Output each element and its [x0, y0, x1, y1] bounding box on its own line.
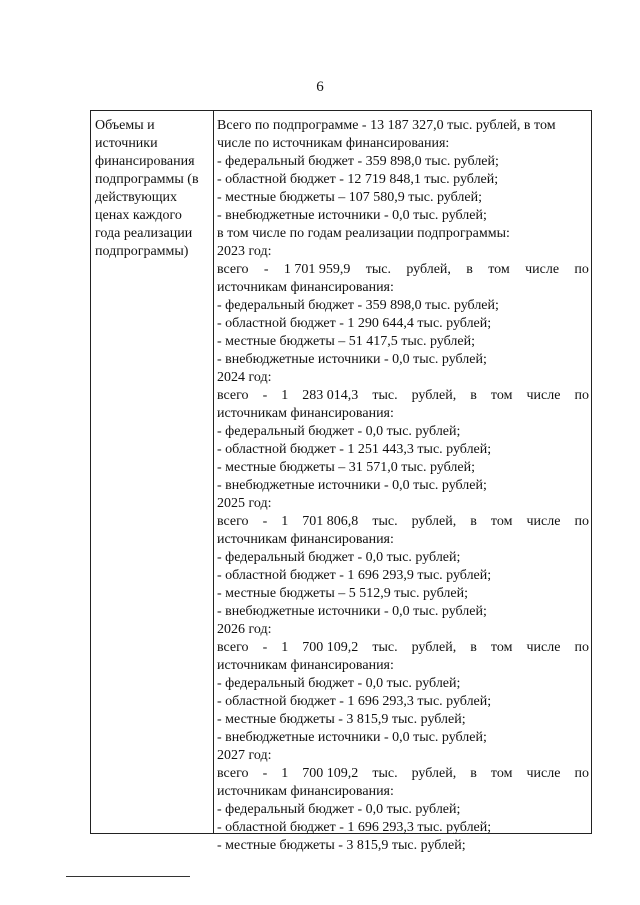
- year-total-word: числе: [526, 766, 561, 781]
- year-total-word: тыс.: [372, 514, 398, 529]
- year-total-line: [217, 765, 589, 783]
- funding-source-item: - внебюджетные источники - 0,0 тыс. рублей;: [217, 604, 487, 619]
- year-total-line: [217, 261, 589, 279]
- funding-source-item: - федеральный бюджет - 0,0 тыс. рублей;: [217, 550, 461, 565]
- summary-line: Всего по подпрограмме - 13 187 327,0 тыс. рублей, в том: [217, 118, 556, 133]
- year-total-word: 1: [281, 766, 289, 781]
- year-total-word: по: [574, 514, 589, 529]
- year-heading: 2027 год:: [217, 748, 272, 763]
- funding-source-item: - областной бюджет - 1 696 293,9 тыс. рублей;: [217, 568, 492, 583]
- funding-source-item: - областной бюджет - 1 290 644,4 тыс. рублей;: [217, 316, 492, 331]
- year-total-word: всего: [217, 640, 249, 655]
- parameter-name-line: Объемы и: [95, 118, 155, 133]
- funding-source-item: - федеральный бюджет - 359 898,0 тыс. рублей;: [217, 298, 499, 313]
- funding-table: [90, 110, 592, 853]
- year-total-word: всего: [217, 514, 249, 529]
- year-total-line: [217, 513, 589, 531]
- summary-item: - федеральный бюджет - 359 898,0 тыс. рублей;: [217, 154, 499, 169]
- year-total-word: тыс.: [372, 766, 398, 781]
- year-heading: 2024 год:: [217, 370, 272, 385]
- funding-source-item: - областной бюджет - 1 251 443,3 тыс. рублей;: [217, 442, 492, 457]
- year-total-word: в: [470, 766, 477, 781]
- year-total-word: по: [574, 388, 589, 403]
- year-total-continuation: источникам финансирования:: [217, 532, 394, 547]
- year-total-word: по: [574, 262, 589, 277]
- summary-item: - местные бюджеты – 107 580,9 тыс. рублей;: [217, 190, 482, 205]
- year-total-word: -: [262, 640, 268, 655]
- year-total-word: числе: [525, 262, 560, 277]
- year-total-word: -: [263, 262, 269, 277]
- footnote-rule: [66, 876, 190, 877]
- year-total-word: всего: [217, 766, 249, 781]
- year-total-word: по: [574, 640, 589, 655]
- years-section: [217, 243, 589, 855]
- funding-source-item: - внебюджетные источники - 0,0 тыс. рублей;: [217, 730, 487, 745]
- funding-source-item: - областной бюджет - 1 696 293,3 тыс. рублей;: [217, 820, 492, 835]
- year-total-word: 1: [281, 388, 289, 403]
- column-divider: [213, 111, 214, 833]
- year-total-word: том: [490, 640, 513, 655]
- year-total-word: 283 014,3: [302, 388, 359, 403]
- summary-line: в том числе по годам реализации подпрограммы:: [217, 226, 510, 241]
- funding-source-item: - федеральный бюджет - 0,0 тыс. рублей;: [217, 424, 461, 439]
- year-total-word: том: [488, 262, 510, 277]
- year-total-word: рублей,: [411, 640, 457, 655]
- funding-source-item: - местные бюджеты – 5 512,9 тыс. рублей;: [217, 586, 468, 601]
- funding-details-cell: [217, 117, 589, 855]
- year-total-word: 700 109,2: [302, 766, 359, 781]
- year-total-word: тыс.: [365, 262, 391, 277]
- page-number: 6: [316, 79, 324, 95]
- parameter-name-line: финансирования: [95, 154, 195, 169]
- year-total-word: всего: [217, 262, 249, 277]
- year-total-continuation: источникам финансирования:: [217, 658, 394, 673]
- year-total-word: рублей,: [406, 262, 451, 277]
- year-total-continuation: источникам финансирования:: [217, 784, 394, 799]
- year-total-word: числе: [526, 514, 561, 529]
- year-total-line: [217, 639, 589, 657]
- year-total-word: числе: [526, 388, 561, 403]
- parameter-name-line: года реализации: [95, 226, 193, 241]
- year-total-word: всего: [217, 388, 249, 403]
- year-total-word: тыс.: [372, 388, 398, 403]
- year-total-word: том: [490, 766, 513, 781]
- funding-source-item: - местные бюджеты – 31 571,0 тыс. рублей;: [217, 460, 475, 475]
- year-total-word: 1: [281, 640, 289, 655]
- year-total-word: по: [574, 766, 589, 781]
- parameter-name-line: источники: [95, 136, 158, 151]
- funding-source-item: - областной бюджет - 1 696 293,3 тыс. рублей;: [217, 694, 492, 709]
- funding-source-item: - внебюджетные источники - 0,0 тыс. рублей;: [217, 478, 487, 493]
- year-heading: 2025 год:: [217, 496, 272, 511]
- parameter-name-cell: [95, 117, 211, 261]
- funding-source-item: - местные бюджеты - 3 815,9 тыс. рублей;: [217, 838, 466, 853]
- year-total-word: в: [470, 514, 477, 529]
- funding-source-item: - местные бюджеты – 51 417,5 тыс. рублей;: [217, 334, 475, 349]
- parameter-name-line: подпрограммы (в: [95, 172, 199, 187]
- year-total-line: [217, 387, 589, 405]
- year-heading: 2026 год:: [217, 622, 272, 637]
- summary-item: - областной бюджет - 12 719 848,1 тыс. рублей;: [217, 172, 499, 187]
- year-total-word: том: [490, 514, 513, 529]
- year-total-word: числе: [526, 640, 561, 655]
- year-total-word: тыс.: [372, 640, 398, 655]
- year-total-word: -: [262, 514, 268, 529]
- funding-source-item: - внебюджетные источники - 0,0 тыс. рублей;: [217, 352, 487, 367]
- year-total-word: 1 701 959,9: [283, 262, 351, 277]
- year-heading: 2023 год:: [217, 244, 272, 259]
- summary-line: числе по источникам финансирования:: [217, 136, 450, 151]
- year-total-continuation: источникам финансирования:: [217, 406, 394, 421]
- funding-source-item: - федеральный бюджет - 0,0 тыс. рублей;: [217, 676, 461, 691]
- year-total-word: -: [262, 766, 268, 781]
- year-total-word: том: [490, 388, 513, 403]
- year-total-word: рублей,: [411, 388, 457, 403]
- year-total-word: рублей,: [411, 766, 457, 781]
- parameter-name-line: действующих: [95, 190, 178, 205]
- year-total-word: 1: [281, 514, 289, 529]
- year-total-word: в: [470, 640, 477, 655]
- parameter-name-line: подпрограммы): [95, 244, 189, 259]
- year-total-word: 701 806,8: [302, 514, 359, 529]
- year-total-continuation: источникам финансирования:: [217, 280, 394, 295]
- year-total-word: в: [470, 388, 477, 403]
- year-total-word: в: [466, 262, 473, 277]
- year-total-word: 700 109,2: [302, 640, 359, 655]
- funding-source-item: - местные бюджеты - 3 815,9 тыс. рублей;: [217, 712, 466, 727]
- year-total-word: рублей,: [411, 514, 457, 529]
- summary-item: - внебюджетные источники - 0,0 тыс. рублей;: [217, 208, 487, 223]
- year-total-word: -: [262, 388, 268, 403]
- parameter-name-line: ценах каждого: [95, 208, 182, 223]
- funding-source-item: - федеральный бюджет - 0,0 тыс. рублей;: [217, 802, 461, 817]
